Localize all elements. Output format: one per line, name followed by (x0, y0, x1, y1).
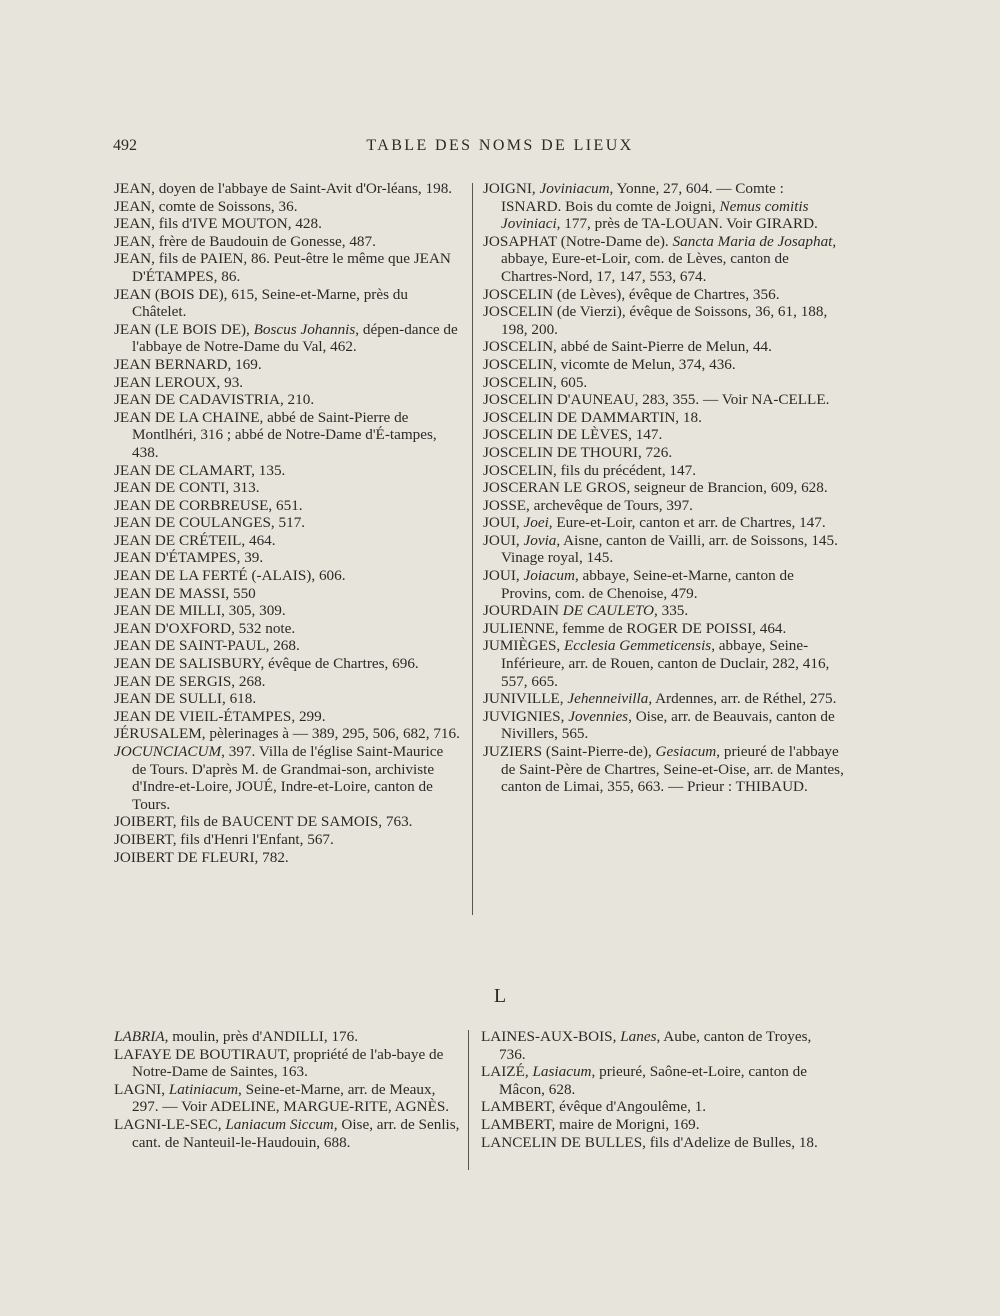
entry-text: JEAN LEROUX, 93. (114, 373, 244, 391)
index-entry (114, 549, 460, 567)
entry-text: JOSCELIN, fils du précédent, 147. (483, 461, 697, 479)
index-entry (114, 532, 460, 550)
index-entry (114, 1028, 460, 1046)
entry-text: , Oise, arr. de Senlis, cant. de Nanteuil-le-Haudouin, 688. (132, 1115, 460, 1151)
entry-text: LAIZÉ, (481, 1063, 533, 1081)
entry-text: JEAN DE VIEIL-ÉTAMPES, 299. (114, 707, 326, 725)
entry-text: , abbaye, Seine-et-Marne, canton de Provins, com. de Chenoise, 479. (501, 567, 794, 602)
column-divider (472, 183, 473, 915)
column-divider (468, 1030, 469, 1170)
entry-text: JEAN DE CLAMART, 135. (114, 461, 286, 479)
entry-latin-name: Nemus comitis Joviniaci (501, 197, 809, 233)
entry-text: , 335. (654, 602, 689, 620)
entry-text: JEAN DE LA CHAINE, abbé de Saint-Pierre de Montlhéri, 316 ; abbé de Notre-Dame d'É-tampes, 438. (114, 408, 437, 461)
index-entry (114, 725, 460, 743)
entry-latin-name: LABRIA (114, 1028, 165, 1045)
entry-text: , Oise, arr. de Beauvais, canton de Nivillers, 565. (501, 707, 835, 743)
index-entry (483, 479, 846, 497)
index-entry (114, 409, 460, 462)
entry-text: , abbaye, Eure-et-Loir, com. de Lèves, canton de Chartres-Nord, 17, 147, 553, 674. (501, 232, 837, 285)
index-entry (483, 462, 846, 480)
index-entry (114, 479, 460, 497)
entry-text: , moulin, près d'ANDILLI, 176. (164, 1028, 359, 1045)
entry-text: JEAN DE COULANGES, 517. (114, 514, 306, 532)
index-entry (483, 286, 846, 304)
entry-text: JEAN DE SULLI, 618. (114, 690, 257, 708)
entry-text: JOIBERT DE FLEURI, 782. (114, 848, 289, 866)
entry-text: JEAN (BOIS DE), 615, Seine-et-Marne, près du Châtelet. (114, 285, 408, 321)
entry-text: , Aube, canton de Troyes, 736. (499, 1028, 812, 1063)
index-entry (114, 585, 460, 603)
index-entry (114, 180, 460, 198)
entry-text: JOIBERT, fils de BAUCENT DE SAMOIS, 763. (114, 813, 413, 831)
index-entry (114, 637, 460, 655)
entry-text: , Ardennes, arr. de Réthel, 275. (648, 690, 837, 708)
index-entry (114, 620, 460, 638)
index-entry (114, 215, 460, 233)
index-entry (114, 708, 460, 726)
entry-text: , dépen-dance de l'abbaye de Notre-Dame du Val, 462. (132, 320, 458, 356)
entry-text: JOSCELIN DE LÈVES, 147. (483, 426, 663, 444)
entry-text: JOSCELIN DE DAMMARTIN, 18. (483, 408, 702, 426)
entry-latin-name: Joei (523, 514, 549, 532)
entry-text: JEAN D'ÉTAMPES, 39. (114, 549, 264, 567)
index-entry (483, 444, 846, 462)
index-entry (114, 1081, 460, 1116)
index-entry (483, 374, 846, 392)
entry-latin-name: Gesiacum (655, 743, 717, 760)
entry-latin-name: Latiniacum (168, 1080, 239, 1098)
index-entry (114, 602, 460, 620)
index-entry (114, 1046, 460, 1081)
entry-text: LAMBERT, évêque d'Angoulême, 1. (481, 1098, 707, 1116)
entry-text: JEAN (LE BOIS DE), (114, 320, 254, 338)
entry-latin-name: DE CAULETO (562, 602, 655, 620)
index-entry (114, 356, 460, 374)
entry-latin-name: Lasiacum (532, 1063, 592, 1081)
entry-text: JEAN, frère de Baudouin de Gonesse, 487. (114, 232, 376, 250)
entry-latin-name: JOCUNCIACUM (114, 743, 222, 760)
index-entry (114, 831, 460, 849)
index-entry (483, 409, 846, 427)
index-entry (114, 321, 460, 356)
index-entry (483, 426, 846, 444)
entry-text: JEAN DE CADAVISTRIA, 210. (114, 391, 315, 409)
entry-text: , Seine-et-Marne, arr. de Meaux, 297. — Voir ADELINE, MARGUE-RITE, AGNÈS. (132, 1080, 450, 1116)
index-entry (483, 743, 846, 796)
entry-text: JOURDAIN (483, 602, 563, 620)
entry-text: JEAN DE SERGIS, 268. (114, 672, 266, 690)
entry-text: JUVIGNIES, (483, 707, 569, 725)
index-entry (483, 532, 846, 567)
entry-text: JOUI, (483, 514, 524, 532)
index-entry (114, 497, 460, 515)
index-entry (114, 690, 460, 708)
index-entry (483, 637, 846, 690)
entry-latin-name: Boscus Johannis (253, 320, 356, 338)
entry-text: , prieuré de l'abbaye de Saint-Père de Chartres, Seine-et-Oise, arr. de Mantes, canton de Limai, 355, 663. — Prieur : THIBAUD. (501, 743, 844, 796)
entry-text: , prieuré, Saône-et-Loire, canton de Mâcon, 628. (499, 1063, 808, 1098)
entry-text: JEAN D'OXFORD, 532 note. (114, 619, 296, 637)
index-entry (114, 462, 460, 480)
entry-text: LAGNI-LE-SEC, (114, 1115, 226, 1133)
index-entry (114, 813, 460, 831)
entry-text: JEAN DE LA FERTÉ (-ALAIS), 606. (114, 567, 346, 585)
entry-text: JEAN BERNARD, 169. (114, 355, 262, 373)
entry-latin-name: Jehenneivilla (567, 690, 649, 708)
section-letter: L (493, 985, 507, 1007)
page-header (0, 137, 1000, 161)
entry-text: JOIBERT, fils d'Henri l'Enfant, 567. (114, 830, 334, 848)
entry-text: LAGNI, (114, 1080, 169, 1098)
page-number: 492 (113, 137, 137, 154)
entry-text: JEAN DE CRÉTEIL, 464. (114, 531, 276, 549)
entry-text: JEAN DE MILLI, 305, 309. (114, 602, 286, 620)
entry-text: JEAN, fils d'IVE MOUTON, 428. (114, 215, 322, 233)
index-entry (483, 514, 846, 532)
index-entry (114, 743, 460, 813)
index-entry (483, 602, 846, 620)
entry-text: JOUI, (483, 531, 524, 549)
index-entry (483, 497, 846, 515)
entry-text: JOSCERAN LE GROS, seigneur de Brancion, 609, 628. (483, 479, 828, 497)
entry-text: JOSSE, archevêque de Tours, 397. (483, 496, 693, 514)
entry-text: JÉRUSALEM, pèlerinages à — 389, 295, 506, 682, 716. (114, 725, 460, 743)
entry-text: , abbaye, Seine-Inférieure, arr. de Rouen, canton de Duclair, 282, 416, 557, 665. (501, 637, 830, 690)
entry-latin-name: Lanes (620, 1028, 657, 1045)
entry-latin-name: Joiacum (523, 567, 575, 585)
index-column-lower-left (114, 1028, 460, 1151)
entry-text: JEAN, fils de PAIEN, 86. Peut-être le même que JEAN D'ÉTAMPES, 86. (114, 250, 451, 285)
index-entry (483, 620, 846, 638)
entry-text: JOSCELIN (de Vierzi), évêque de Soissons, 36, 61, 188, 198, 200. (483, 303, 828, 338)
entry-text: JUNIVILLE, (483, 690, 568, 708)
index-entry (483, 356, 846, 374)
entry-text: LAMBERT, maire de Morigni, 169. (481, 1115, 700, 1133)
entry-text: JOIGNI, (483, 180, 540, 197)
index-entry (481, 1098, 841, 1116)
index-entry (114, 514, 460, 532)
entry-text: JEAN, doyen de l'abbaye de Saint-Avit d'Or-léans, 198. (114, 180, 453, 197)
entry-latin-name: Sancta Maria de Josaphat (672, 232, 833, 250)
entry-latin-name: Jovia (523, 531, 557, 549)
entry-text: JEAN DE CONTI, 313. (114, 479, 260, 497)
index-column-upper-left (114, 180, 460, 866)
index-entry (114, 1116, 460, 1151)
index-entry (114, 233, 460, 251)
index-entry (483, 338, 846, 356)
entry-text: JUMIÈGES, (483, 637, 565, 655)
running-title: TABLE DES NOMS DE LIEUX (366, 137, 634, 154)
index-entry (114, 198, 460, 216)
entry-text: JEAN DE SAINT-PAUL, 268. (114, 637, 300, 655)
entry-text: , 397. Villa de l'église Saint-Maurice de Tours. D'après M. de Grandmai-son, archiviste d'Indre-et-Loire, JOUÉ, Indre-et-Loire, canton de Tours. (132, 743, 444, 813)
entry-text: JEAN DE MASSI, 550 (114, 584, 256, 602)
entry-text: LANCELIN DE BULLES, fils d'Adelize de Bulles, 18. (481, 1133, 818, 1151)
index-entry (483, 567, 846, 602)
index-entry (481, 1134, 841, 1152)
index-column-upper-right (483, 180, 846, 796)
entry-latin-name: Laniacum Siccum (225, 1115, 334, 1133)
index-entry (483, 690, 846, 708)
index-entry (114, 673, 460, 691)
entry-latin-name: Joviniacum (539, 180, 610, 197)
entry-text: JEAN DE SALISBURY, évêque de Chartres, 696. (114, 655, 419, 673)
entry-latin-name: Jovennies (568, 707, 629, 725)
index-entry (114, 250, 460, 285)
index-entry (481, 1028, 841, 1063)
entry-text: JOSAPHAT (Notre-Dame de). (483, 232, 673, 250)
entry-text: JOSCELIN, vicomte de Melun, 374, 436. (483, 355, 736, 373)
entry-text: JEAN, comte de Soissons, 36. (114, 197, 298, 215)
entry-text: LAFAYE DE BOUTIRAUT, propriété de l'ab-baye de Notre-Dame de Saintes, 163. (114, 1045, 444, 1081)
entry-text: , 177, près de TA-LOUAN. Voir GIRARD. (556, 215, 818, 233)
index-entry (114, 374, 460, 392)
entry-latin-name: Ecclesia Gemmeticensis (564, 637, 712, 655)
entry-text: JEAN DE CORBREUSE, 651. (114, 496, 303, 514)
entry-text: JOSCELIN D'AUNEAU, 283, 355. — Voir NA-CELLE. (483, 391, 830, 409)
index-entry (483, 391, 846, 409)
index-entry (114, 849, 460, 867)
index-entry (483, 708, 846, 743)
entry-text: JOSCELIN, 605. (483, 373, 588, 391)
entry-text: JOSCELIN (de Lèves), évêque de Chartres, 356. (483, 285, 780, 303)
index-entry (114, 286, 460, 321)
index-entry (483, 233, 846, 286)
entry-text: JOSCELIN DE THOURI, 726. (483, 443, 673, 461)
index-entry (114, 391, 460, 409)
entry-text: , Yonne, 27, 604. — Comte : ISNARD. Bois du comte de Joigni, (501, 180, 784, 215)
index-entry (481, 1063, 841, 1098)
entry-text: LAINES-AUX-BOIS, (481, 1028, 621, 1045)
entry-text: JULIENNE, femme de ROGER DE POISSI, 464. (483, 619, 787, 637)
index-entry (481, 1116, 841, 1134)
index-column-lower-right (481, 1028, 841, 1151)
entry-text: JUZIERS (Saint-Pierre-de), (483, 743, 656, 760)
index-entry (114, 567, 460, 585)
entry-text: JOUI, (483, 567, 524, 585)
entry-text: , Eure-et-Loir, canton et arr. de Chartres, 147. (548, 514, 826, 532)
index-entry (114, 655, 460, 673)
index-entry (483, 303, 846, 338)
entry-text: JOSCELIN, abbé de Saint-Pierre de Melun, 44. (483, 338, 772, 356)
index-entry (483, 180, 846, 233)
entry-text: , Aisne, canton de Vailli, arr. de Soissons, 145. Vinage royal, 145. (501, 531, 838, 567)
